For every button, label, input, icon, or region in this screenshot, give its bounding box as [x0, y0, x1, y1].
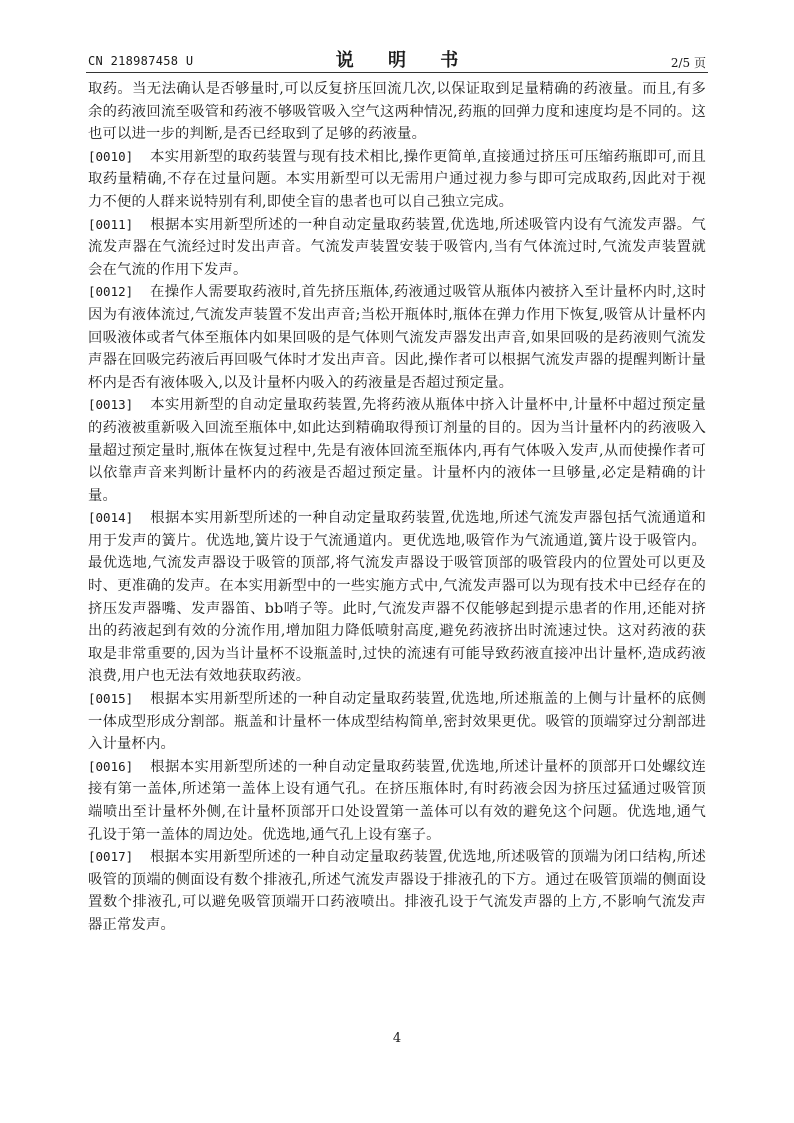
paragraph-0013	[88, 394, 706, 507]
paragraph-continued	[88, 78, 706, 146]
paragraph-text: 在操作人需要取药液时,首先挤压瓶体,药液通过吸管从瓶体内被挤入至计量杯内时,这时因为有液体流过,气流发声装置不发出声音;当松开瓶体时,瓶体在弹力作用下恢复,吸管从计量杯内回吸液体或者气体至瓶体内如果回吸的是气体则气流发声器发出声音,如果回吸的是药液则气流发声器在回吸完药液后再回吸气体时才发出声音。因此,操作者可以根据气流发声器的提醒判断计量杯内是否有液体吸入,以及计量杯内吸入的药液量是否超过预定量。	[88, 284, 706, 391]
document-body	[88, 78, 706, 937]
page-number: 4	[392, 1031, 402, 1046]
paragraph-text: 根据本实用新型所述的一种自动定量取药装置,优选地,所述吸管的顶端为闭口结构,所述吸管的顶端的侧面设有数个排液孔,所述气流发声器设于排液孔的下方。通过在吸管顶端的侧面设置数个排液孔,可以避免吸管顶端开口药液喷出。排液孔设于气流发声器的上方,不影响气流发声器正常发声。	[88, 849, 706, 933]
paragraph-number: [0013]	[88, 397, 134, 413]
paragraph-number: [0016]	[88, 758, 134, 774]
paragraph-text: 根据本实用新型所述的一种自动定量取药装置,优选地,所述吸管内设有气流发声器。气流发声器在气流经过时发出声音。气流发声装置安装于吸管内,当有气体流过时,气流发声装置就会在气流的作用下发声。	[88, 216, 706, 278]
page-indicator: 2/5 页	[670, 56, 706, 70]
patent-number: CN 218987458 U	[88, 54, 194, 68]
paragraph-0012	[88, 281, 706, 394]
paragraph-0016	[88, 756, 706, 846]
paragraph-0014	[88, 507, 706, 688]
paragraph-number: [0017]	[88, 849, 134, 865]
paragraph-text: 本实用新型的自动定量取药装置,先将药液从瓶体中挤入计量杯中,计量杯中超过预定量的药液被重新吸入回流至瓶体中,如此达到精确取得预订剂量的目的。因为当计量杯内的药液吸入量超过预定量时,瓶体在恢复过程中,先是有液体回流至瓶体内,再有气体吸入发声,从而使操作者可以依靠声音来判断计量杯内的药液是否超过预定量。计量杯内的液体一旦够量,必定是精确的计量。	[88, 397, 706, 504]
paragraph-text: 根据本实用新型所述的一种自动定量取药装置,优选地,所述瓶盖的上侧与计量杯的底侧一体成型形成分割部。瓶盖和计量杯一体成型结构简单,密封效果更优。吸管的顶端穿过分割部进入计量杯内。	[88, 691, 706, 753]
paragraph-number: [0011]	[88, 216, 134, 232]
paragraph-number: [0015]	[88, 691, 134, 707]
paragraph-0015	[88, 688, 706, 756]
paragraph-0011	[88, 214, 706, 282]
paragraph-0010	[88, 146, 706, 214]
paragraph-number: [0014]	[88, 510, 134, 526]
paragraph-number: [0012]	[88, 284, 134, 300]
paragraph-text: 根据本实用新型所述的一种自动定量取药装置,优选地,所述气流发声器包括气流通道和用于发声的簧片。优选地,簧片设于气流通道内。更优选地,吸管作为气流通道,簧片设于吸管内。最优选地,气流发声器设于吸管的顶部,将气流发声器设于吸管顶部的吸管段内的位置处可以更及时、更准确的发声。在本实用新型中的一些实施方式中,气流发声器可以为现有技术中已经存在的挤压发声器嘴、发声器笛、bb哨子等。此时,气流发声器不仅能够起到提示患者的作用,还能对挤出的药液起到有效的分流作用,增加阻力降低喷射高度,避免药液挤出时流速过快。这对药液的获取是非常重要的,因为当计量杯不设瓶盖时,过快的流速有可能导致药液直接冲出计量杯,造成药液浪费,用户也无法有效地获取药液。	[88, 510, 706, 685]
page-header	[88, 44, 706, 72]
paragraph-number: [0010]	[88, 148, 134, 164]
paragraph-text: 根据本实用新型所述的一种自动定量取药装置,优选地,所述计量杯的顶部开口处螺纹连接有第一盖体,所述第一盖体上设有通气孔。在挤压瓶体时,有时药液会因为挤压过猛通过吸管顶端喷出至计量杯外侧,在计量杯顶部开口处设置第一盖体可以有效的避免这个问题。优选地,通气孔设于第一盖体的周边处。优选地,通气孔上设有塞子。	[88, 758, 706, 843]
paragraph-text: 本实用新型的取药装置与现有技术相比,操作更简单,直接通过挤压可压缩药瓶即可,而且取药量精确,不存在过量问题。本实用新型可以无需用户通过视力参与即可完成取药,因此对于视力不便的人群来说特别有利,即使全盲的患者也可以自己独立完成。	[88, 148, 706, 210]
header-rule	[86, 72, 708, 73]
paragraph-0017	[88, 846, 706, 936]
document-title: 说 明 书	[335, 50, 473, 71]
paragraph-text: 取药。当无法确认是否够量时,可以反复挤压回流几次,以保证取到足量精确的药液量。而且,有多余的药液回流至吸管和药液不够吸管吸入空气这两种情况,药瓶的回弹力度和速度均是不同的。这也可以进一步的判断,是否已经取到了足够的药液量。	[88, 81, 706, 143]
